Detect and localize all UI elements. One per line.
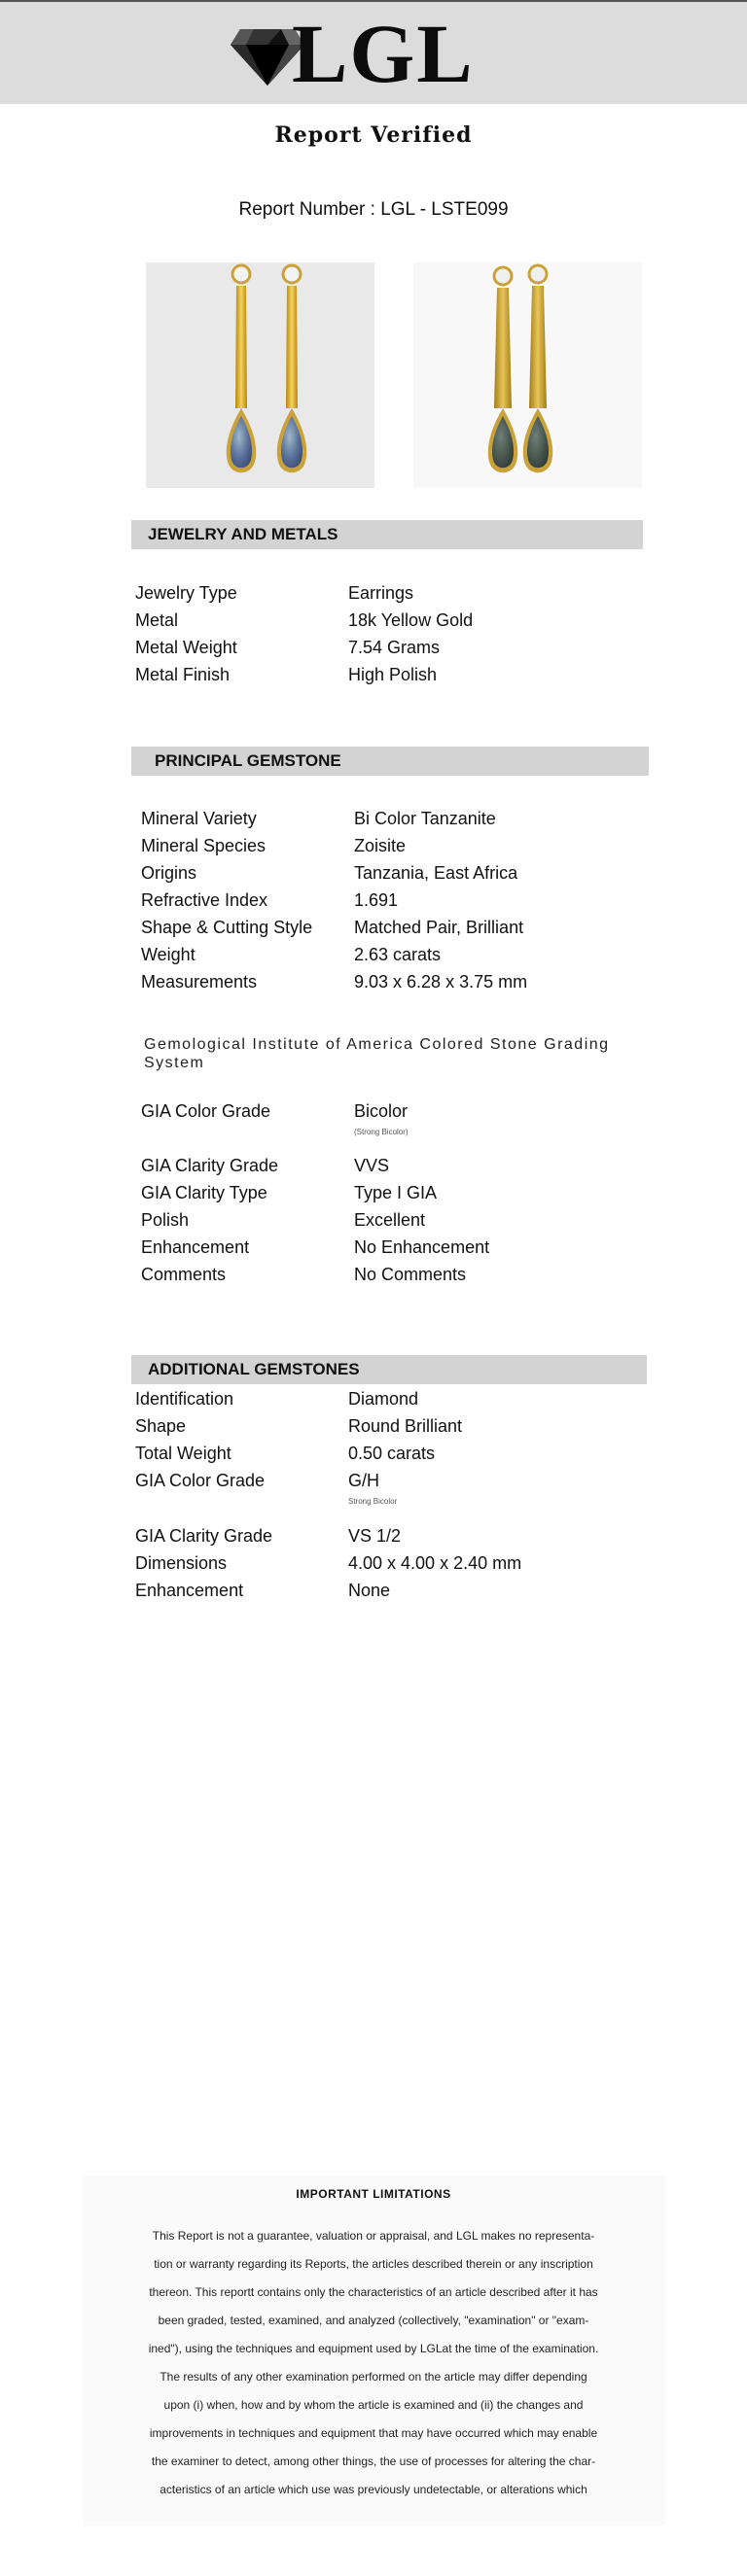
jewelry-value-1: 18k Yellow Gold [348, 610, 474, 630]
additional-label2-0: GIA Clarity Grade [135, 1526, 273, 1546]
principal-value-3: 1.691 [354, 890, 399, 910]
jewelry-value-0: Earrings [348, 583, 414, 603]
limitations-line: upon (i) when, how and by whom the article is examined and (ii) the changes and [163, 2398, 584, 2412]
jewelry-label-3: Metal Finish [135, 665, 231, 684]
principal-label-4: Shape & Cutting Style [141, 918, 313, 937]
lgl-logo [224, 7, 477, 100]
limitations-line: thereon. This reportt contains only the characteristics of an article described after it has [149, 2285, 598, 2299]
principal-value-4: Matched Pair, Brilliant [354, 918, 524, 937]
product-photo-side [413, 262, 642, 488]
jewelry-value-3: High Polish [348, 665, 438, 684]
additional-value-0: Diamond [348, 1389, 419, 1409]
additional-label-1: Shape [135, 1416, 187, 1436]
additional-label-0: Identification [135, 1389, 234, 1409]
product-photo-front [146, 262, 374, 488]
additional-label2-2: Enhancement [135, 1581, 244, 1600]
additional-label-3: GIA Color Grade [135, 1471, 266, 1490]
principal-value2-0: VVS [354, 1156, 390, 1175]
report-number: Report Number : LGL - LSTE099 [238, 199, 509, 220]
jewelry-section-heading: JEWELRY AND METALS [131, 520, 643, 549]
principal-label2-1: GIA Clarity Type [141, 1183, 267, 1202]
limitations-line: been graded, tested, examined, and analyzed (collectively, "examination" or "exam- [158, 2314, 589, 2327]
additional-color-note: Strong Bicolor [348, 1497, 398, 1506]
header-banner [0, 0, 747, 104]
principal-value-5: 2.63 carats [354, 945, 442, 964]
additional-value-3: G/H [348, 1471, 380, 1490]
principal-color-grade-label: GIA Color Grade [141, 1101, 271, 1121]
principal-value2-3: No Enhancement [354, 1237, 490, 1257]
principal-label-1: Mineral Species [141, 836, 267, 855]
principal-label2-4: Comments [141, 1265, 227, 1284]
earrings-image [146, 262, 374, 488]
jewelry-label-1: Metal [135, 610, 179, 630]
jewelry-label-2: Metal Weight [135, 638, 237, 657]
additional-label-2: Total Weight [135, 1444, 231, 1463]
earrings-image-alt [413, 262, 642, 488]
limitations-line: acteristics of an article which use was previously undetectable, or alterations which [160, 2483, 587, 2496]
limitations-text [105, 2222, 642, 2504]
additional-value2-0: VS 1/2 [348, 1526, 402, 1546]
additional-value2-2: None [348, 1581, 391, 1600]
limitations-line: improvements in techniques and equipment that may have occurred which may enable [149, 2426, 598, 2440]
principal-value-0: Bi Color Tanzanite [354, 809, 496, 828]
principal-label-0: Mineral Variety [141, 809, 257, 828]
additional-value-1: Round Brilliant [348, 1416, 463, 1436]
additional-value2-1: 4.00 x 4.00 x 2.40 mm [348, 1553, 522, 1573]
principal-label-3: Refractive Index [141, 890, 268, 910]
principal-color-grade-value: Bicolor [354, 1101, 409, 1121]
principal-label-6: Measurements [141, 972, 258, 992]
principal-value-2: Tanzania, East Africa [354, 863, 518, 883]
limitations-heading: IMPORTANT LIMITATIONS [296, 2187, 451, 2201]
principal-label2-3: Enhancement [141, 1237, 250, 1257]
principal-value2-1: Type I GIA [354, 1183, 438, 1202]
limitations-line: The results of any other examination performed on the article may differ depending [160, 2370, 587, 2384]
additional-value-2: 0.50 carats [348, 1444, 436, 1463]
principal-value2-4: No Comments [354, 1265, 467, 1284]
limitations-line: This Report is not a guarantee, valuation or appraisal, and LGL makes no representa- [152, 2229, 595, 2243]
principal-section-heading: PRINCIPAL GEMSTONE [131, 747, 649, 776]
principal-value2-2: Excellent [354, 1210, 426, 1230]
limitations-line: the examiner to detect, among other things, the use of processes for altering the char- [151, 2454, 596, 2468]
principal-label2-0: GIA Clarity Grade [141, 1156, 279, 1175]
logo-text: LGL [292, 7, 475, 100]
principal-label-5: Weight [141, 945, 196, 964]
principal-value-1: Zoisite [354, 836, 407, 855]
principal-label2-2: Polish [141, 1210, 190, 1230]
limitations-line: ined"), using the techniques and equipment used by LGLat the time of the examination. [148, 2342, 599, 2355]
principal-label-2: Origins [141, 863, 197, 883]
limitations-line: tion or warranty regarding its Reports, the articles described therein or any inscription [154, 2257, 593, 2271]
page-title: Report Verified [274, 122, 473, 148]
additional-section-heading: ADDITIONAL GEMSTONES [131, 1355, 647, 1384]
jewelry-value-2: 7.54 Grams [348, 638, 441, 657]
gia-grading-system-title: Gemological Institute of America Colored Stone Grading System [144, 1036, 610, 1071]
principal-color-grade-note: (Strong Bicolor) [354, 1128, 409, 1136]
additional-label2-1: Dimensions [135, 1553, 228, 1573]
principal-value-6: 9.03 x 6.28 x 3.75 mm [354, 972, 528, 992]
jewelry-label-0: Jewelry Type [135, 583, 237, 603]
